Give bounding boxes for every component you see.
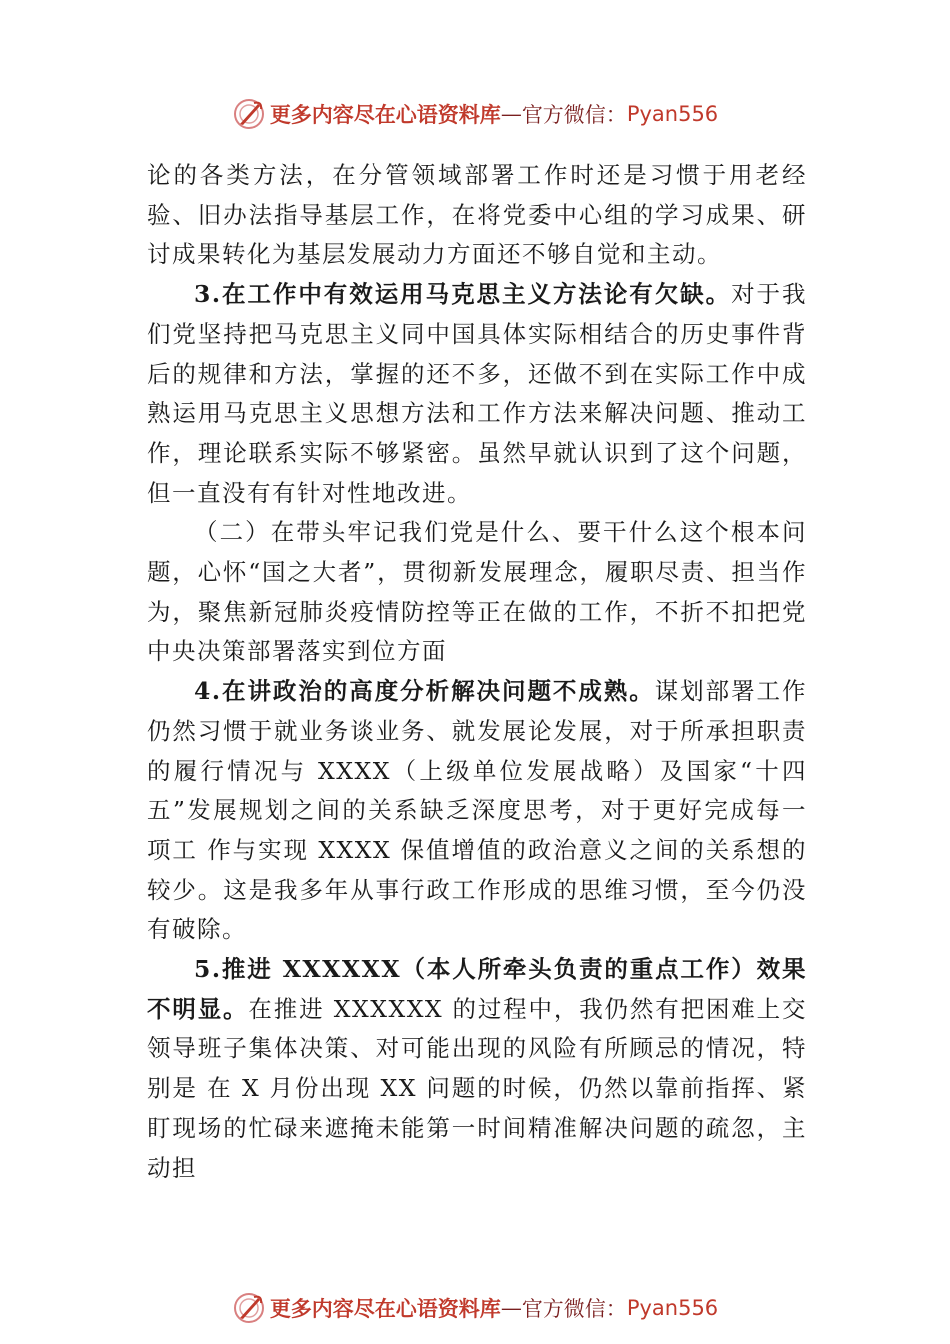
paragraph-1 (147, 156, 807, 275)
watermark-banner-bottom (0, 1286, 950, 1330)
watermark-banner-top (0, 92, 950, 136)
paragraph-heading: 4.在讲政治的高度分析解决问题不成熟。 (194, 677, 655, 706)
quill-logo-icon (232, 97, 266, 131)
paragraph-text: 在推进 XXXXXX 的过程中，我仍然有把困难上交领导班子集体决策、对可能出现的风险有所顾忌的情况，特别是 在 X 月份出现 XX 问题的时候，仍然以靠前指挥、紧盯现场的忙碌来遮掩未能第一时间精准解决问题的疏忽，主动担 (147, 994, 808, 1182)
watermark-site-text: 更多内容尽在心语资料库 (269, 1296, 501, 1321)
quill-logo-icon (232, 1291, 266, 1325)
paragraph-text: （二）在带头牢记我们党是什么、要干什么这个根本问题，心怀“国之大者”，贯彻新发展理念，履职尽责、担当作为，聚焦新冠肺炎疫情防控等正在做的工作，不折不扣把党中央决策部署落实到位方面 (147, 518, 807, 666)
watermark-separator: — (500, 102, 522, 126)
watermark-wechat-id: Pyan556 (626, 1296, 719, 1320)
paragraph-5 (147, 950, 807, 1188)
paragraph-text: 论的各类方法，在分管领域部署工作时还是习惯于用老经验、旧办法指导基层工作，在将党委中心组的学习成果、研讨成果转化为基层发展动力方面还不够自觉和主动。 (147, 161, 807, 269)
watermark-wechat-label: 官方微信： (521, 103, 627, 127)
paragraph-heading: 3.在工作中有效运用马克思主义方法论有欠缺。 (194, 280, 732, 309)
paragraph-2 (147, 275, 807, 513)
watermark-site-text: 更多内容尽在心语资料库 (269, 102, 501, 127)
paragraph-4 (147, 672, 807, 950)
paragraph-text: 对于我们党坚持把马克思主义同中国具体实际相结合的历史事件背后的规律和方法，掌握的还不多，还做不到在实际工作中成熟运用马克思主义思想方法和工作方法来解决问题、推动工作，理论联系实际不够紧密。虽然早就认识到了这个问题，但一直没有有针对性地改进。 (147, 280, 807, 507)
watermark-separator: — (500, 1296, 522, 1320)
paragraph-3 (147, 513, 807, 672)
paragraph-text: 谋划部署工作仍然习惯于就业务谈业务、就发展论发展，对于所承担职责的履行情况与 XXXX（上级单位发展战略）及国家“十四五”发展规划之间的关系缺乏深度思考，对于更好完成每一项工 作与实现 XXXX 保值增值的政治意义之间的关系想的较少。这是我多年从事行政工作形成的思维习惯，至今仍没有破除。 (147, 677, 807, 944)
watermark-wechat-id: Pyan556 (626, 102, 719, 126)
document-body (147, 156, 807, 1188)
paragraph-heading: 5.推进 XXXXXX（本人所牵头负责的重点工作）效果不明显。 (147, 955, 807, 1023)
watermark-wechat-label: 官方微信： (521, 1297, 627, 1321)
